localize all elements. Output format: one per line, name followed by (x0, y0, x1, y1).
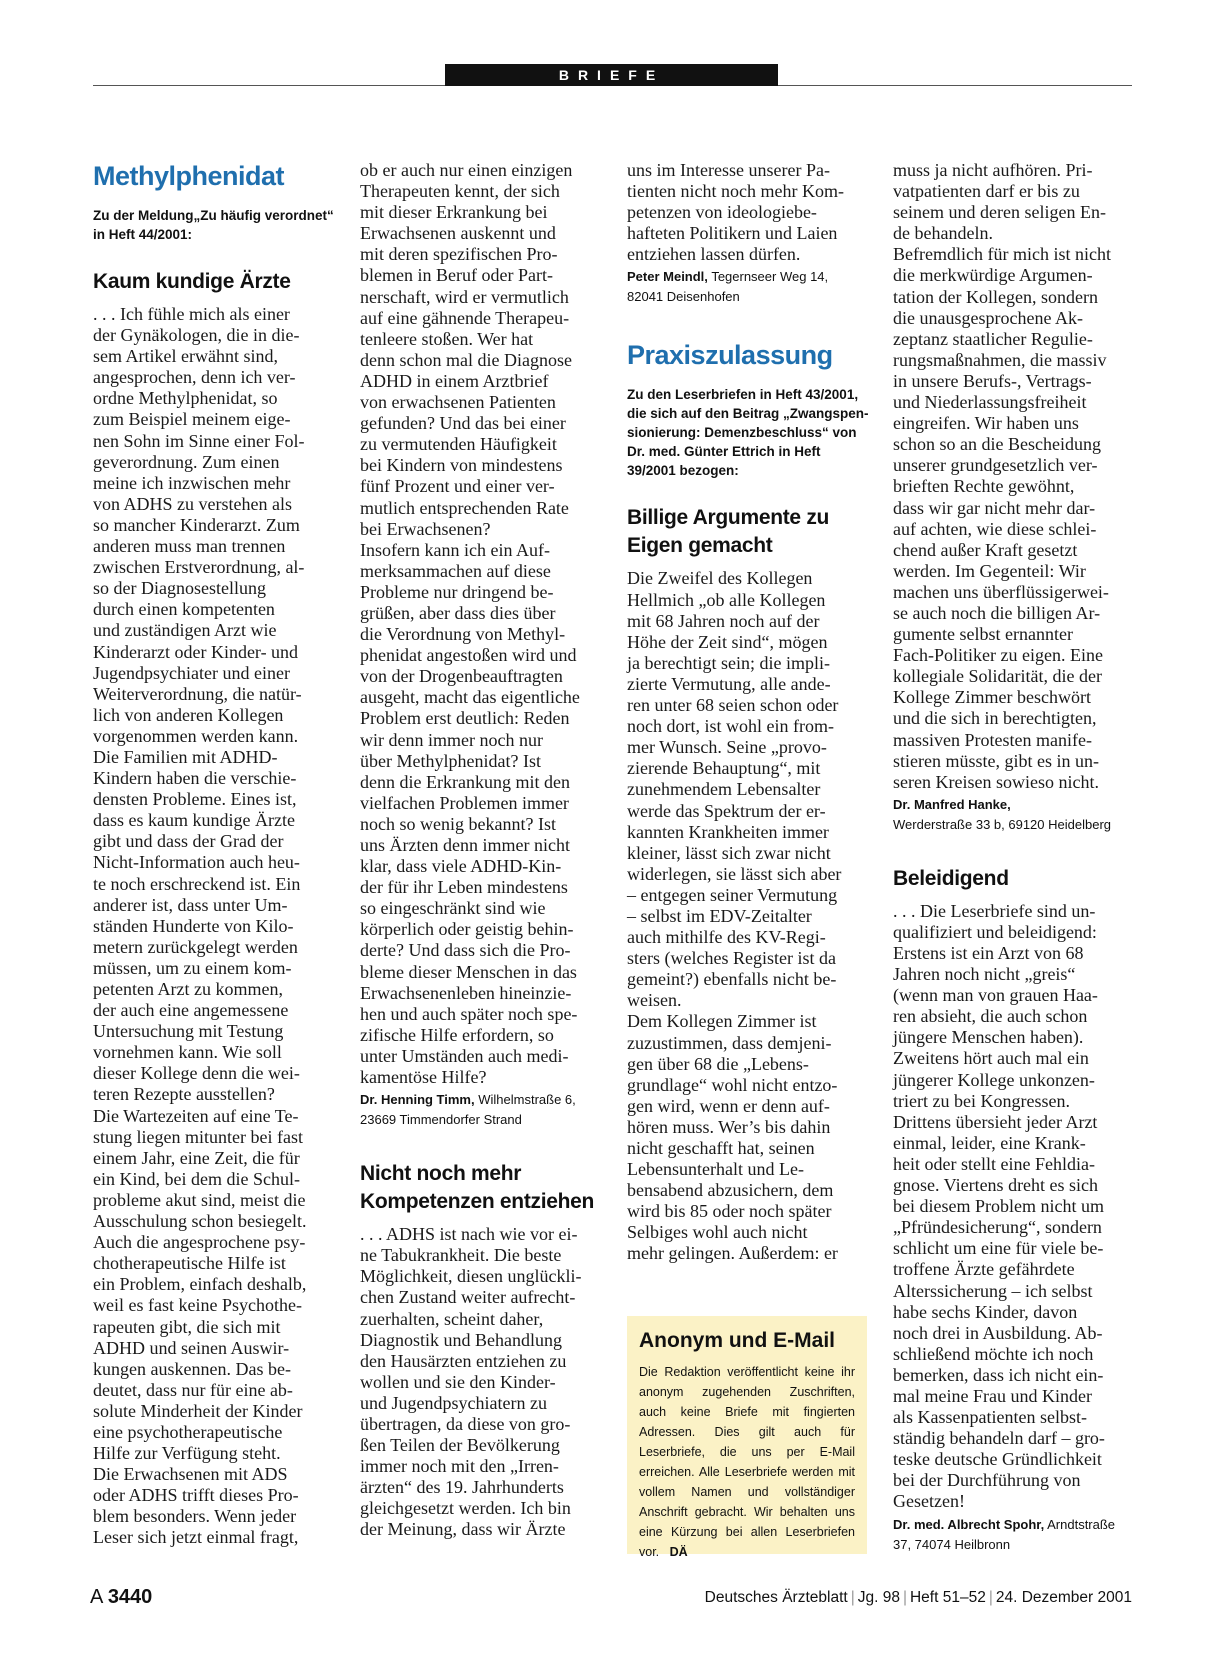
notice-text (639, 1362, 855, 1562)
author-address: Werderstraße 33 b, 69120 Heidelberg (893, 816, 1111, 832)
author-name: Dr. Manfred Hanke, (893, 796, 1011, 812)
author-address: Arndtstraße 37, 74074 Heilbronn (893, 1516, 1116, 1552)
journal-issue: Heft 51–52 (909, 1589, 986, 1606)
page-number-value: 3440 (107, 1586, 153, 1608)
article-title: Praxiszulassung (627, 340, 833, 371)
notice-box (627, 1316, 867, 1559)
letter-signature (360, 1090, 603, 1130)
letter-signature (627, 267, 870, 307)
letter-signature (893, 795, 1136, 835)
author-name: Dr. med. Albrecht Spohr, (893, 1516, 1045, 1532)
letter-body: muss ja nicht aufhören. Pri- vatpatienten darf er bis zu seinem und deren seligen En- de behandeln. Befremdlich für mich ist nicht die merkwürdige Argumen- tation der Kollegen, sondern die unausgesprochene Ak- zeptanz staatlicher Regulie- rungsmaßnahmen, die massiv in unsere Berufs-, Vertrags- und Niederlassungsfreiheit eingreifen. Wir haben uns schon so an die Bescheidung unserer grundgesetzlich ver- brieften Rechte gewöhnt, dass wir gar nicht mehr dar- auf achten, wie diese schlei- chend außer Kraft gesetzt werden. Im Gegenteil: Wir machen uns überflüssigerwei- se auch noch die billigen Ar- gumente selbst ernannter Fach-Politiker zu eigen. Eine kollegiale Solidarität, die der Kollege Zimmer beschwört und die sich in berechtigten, massiven Protesten manife- stieren müsste, gibt es in un- seren Kreisen sowieso nicht. (893, 160, 1111, 792)
author-address: Wilhelmstraße 6, 23669 Timmendorfer Strand (360, 1092, 576, 1128)
letter-body: . . . Ich fühle mich als einer der Gynäkologen, die in die- sem Artikel erwähnt sind, angesprochen, denn ich ver- ordne Methylphenidat, so zum Beispiel meinem eige- nen Sohn im Sinne einer Fol- geverordnung. Zum einen meine ich inzwischen mehr von ADHS zu verstehen als so mancher Kinderarzt. Zum anderen muss man trennen zwischen Erstverordnung, al- so der Diagnosestellung durch einen kompetenten und zuständigen Arzt wie Kinderarzt oder Kinder- und Jugendpsychiater und einer Weiterverordnung, die natür- lich von anderen Kollegen vorgenommen werden kann. Die Familien mit ADHD- Kindern haben die verschie- densten Probleme. Eines ist, dass es kaum kundige Ärzte gibt und dass der Grad der Nicht-Information auch heu- te noch erschreckend ist. Ein anderer ist, dass unter Um- ständen Hunderte von Kilo- metern zurückgelegt werden müssen, um zu einem kom- petenten Arzt zu kommen, der auch eine angemessene Untersuchung mit Testung vornehmen kann. Wie soll dieser Kollege denn die wei- teren Rezepte ausstellen? Die Wartezeiten auf eine Te- stung liegen mitunter bei fast einem Jahr, eine Zeit, die für ein Kind, bei dem die Schul- probleme akut sind, meist die Ausschulung schon besiegelt. Auch die angesprochene psy- chotherapeutische Hilfe ist ein Problem, einfach deshalb, weil es fast keine Psychothe- rapeuten gibt, die sich mit ADHD und seinen Auswir- kungen auskennen. Das be- deutet, dass nur für eine ab- solute Minderheit der Kinder eine psychotherapeutische Hilfe zur Verfügung steht. Die Erwachsenen mit ADS oder ADHS trifft dieses Pro- blem besonders. Wenn jeder Leser sich jetzt einmal fragt, (93, 304, 307, 1548)
author-address: Tegernseer Weg 14, 82041 Deisenhofen (627, 269, 829, 305)
letter-body: Die Zweifel des Kollegen Hellmich „ob alle Kollegen mit 68 Jahren noch auf der Höhe der Zeit sind“, mögen ja berechtigt sein; die impli- zierte Vermutung, alle ande- ren unter 68 seien schon oder noch dort, ist wohl ein from- mer Wunsch. Seine „provo- zierende Behauptung“, mit zunehmendem Lebensalter werde das Spektrum der er- kannten Krankheiten immer kleiner, lässt sich zwar nicht widerlegen, sie lässt sich aber – entgegen seiner Vermutung – selbst im EDV-Zeitalter auch mithilfe des KV-Regi- sters (welches Register ist da gemeint?) ebenfalls nicht be- weisen. Dem Kollegen Zimmer ist zuzustimmen, dass demjeni- gen über 68 die „Lebens- grundlage“ wohl nicht entzo- gen wird, wenn er denn auf- hören muss. Wer’s bis dahin nicht geschafft hat, seinen Lebensunterhalt und Le- bensabend abzusichern, dem wird bis 85 oder noch später Selbiges wohl auch nicht mehr gelingen. Außerdem: er (627, 568, 842, 1264)
letter-heading: Beleidigend (893, 866, 1009, 890)
letter-heading: Kaum kundige Ärzte (93, 270, 291, 293)
letter-body: . . . ADHS ist nach wie vor ei- ne Tabukrankheit. Die beste Möglichkeit, diesen unglückli- chen Zustand weiter aufrecht- zuerhalten, scheint daher, Diagnostik und Behandlung den Hausärzten entziehen zu wollen und sie den Kinder- und Jugendpsychiatern zu übertragen, da diese von gro- ßen Teilen der Bevölkerung immer noch mit den „Irren- ärzten“ des 19. Jahrhunderts gleichgesetzt werden. Ich bin der Meinung, dass wir Ärzte (360, 1224, 582, 1540)
column-2 (360, 160, 603, 1541)
letter-heading: Nicht noch mehr Kompetenzen entziehen (360, 1162, 595, 1214)
column-1 (93, 160, 336, 1549)
notice-sign: DÄ (669, 1545, 688, 1559)
section-label: BRIEFE (445, 64, 778, 86)
journal-name: Deutsches Ärzteblatt (704, 1589, 848, 1606)
letter-heading: Billige Argumente zu Eigen gemacht (627, 506, 830, 558)
letter-body: uns im Interesse unserer Pa- tienten nicht noch mehr Kom- petenzen von ideologiebe- hafteten Politikern und Laien entziehen lassen dürfen. (627, 160, 844, 265)
journal-date: 24. Dezember 2001 (995, 1589, 1132, 1606)
reference-note: Zu der Meldung„Zu häufig verordnet“ in Heft 44/2001: (93, 208, 334, 242)
notice-body: Die Redaktion veröffentlicht keine ihr anonym zugehenden Zuschriften, auch keine Briefe mit fingierten Adressen. Dies gilt auch für Leserbriefe, die uns per E-Mail erreichen. Alle Leserbriefe werden mit vollem Namen und vollständiger Anschrift gebracht. Wir behalten uns eine Kürzung bei allen Leserbriefen vor. (639, 1365, 855, 1559)
notice-title: Anonym und E-Mail (639, 1329, 835, 1352)
letter-body: ob er auch nur einen einzigen Therapeuten kennt, der sich mit dieser Erkrankung bei Erwachsenen auskennt und mit deren spezifischen Pro- blemen in Beruf oder Part- nerschaft, wird er vermutlich auf eine gähnende Therapeu- tenleere stoßen. Wer hat denn schon mal die Diagnose ADHD in einem Arztbrief von erwachsenen Patienten gefunden? Und das bei einer zu vermutenden Häufigkeit bei Kindern von mindestens fünf Prozent und einer ver- mutlich entsprechenden Rate bei Erwachsenen? Insofern kann ich ein Auf- merksammachen auf diese Probleme nur dringend be- grüßen, aber dass dies über die Verordnung von Methyl- phenidat angestoßen wird und von der Drogenbeauftragten ausgeht, macht das eigentliche Problem erst deutlich: Reden wir denn immer noch nur über Methylphenidat? Ist denn die Erkrankung mit den vielfachen Problemen immer noch so wenig bekannt? Ist uns Ärzten denn immer nicht klar, dass viele ADHD-Kin- der für ihr Leben mindestens so eingeschränkt sind wie körperlich oder geistig behin- derte? Und dass sich die Pro- bleme dieser Menschen in das Erwachsenenleben hineinzie- hen und auch später noch spe- zifische Hilfe erfordern, so unter Umständen auch medi- kamentöse Hilfe? (360, 160, 580, 1088)
page-number (90, 1586, 152, 1609)
reference-note: Zu den Leserbriefen in Heft 43/2001, die sich auf den Beitrag „Zwangspen- sionierung: Demenzbeschluss“ von Dr. med. Günter Ettrich in Heft 39/2001 bezogen: (627, 387, 869, 479)
article-title: Methylphenidat (93, 161, 285, 191)
author-name: Peter Meindl, (627, 269, 708, 285)
column-3 (627, 160, 870, 1265)
author-name: Dr. Henning Timm, (360, 1092, 475, 1108)
journal-footer: Deutsches Ärzteblatt | Jg. 98 | Heft 51–52 | 24. Dezember 2001 (704, 1589, 1132, 1606)
page-prefix: A (90, 1586, 103, 1608)
letter-signature (893, 1515, 1136, 1555)
column-4 (893, 160, 1136, 1555)
letter-body: . . . Die Leserbriefe sind un- qualifiziert und beleidigend: Erstens ist ein Arzt von 68 Jahren noch nicht „greis“ (wenn man von grauen Haa- ren absieht, die auch schon jüngere Menschen haben). Zweitens hört auch mal ein jüngerer Kollege unkonzen- triert zu bei Kongressen. Drittens übersieht jeder Arzt einmal, leider, eine Krank- heit oder stellt eine Fehldia- gnose. Viertens dreht es sich bei diesem Problem nicht um „Pfründesicherung“, sondern schlicht um eine für viele be- troffene Ärzte gefährdete Alterssicherung – ich selbst habe sechs Kinder, davon noch drei in Ausbildung. Ab- schließend möchte ich noch bemerken, dass ich nicht ein- mal meine Frau und Kinder als Kassenpatienten selbst- ständig behandeln darf – gro- teske deutsche Gründlichkeit bei der Durchführung von Gesetzen! (893, 900, 1105, 1512)
journal-volume: Jg. 98 (857, 1589, 900, 1606)
